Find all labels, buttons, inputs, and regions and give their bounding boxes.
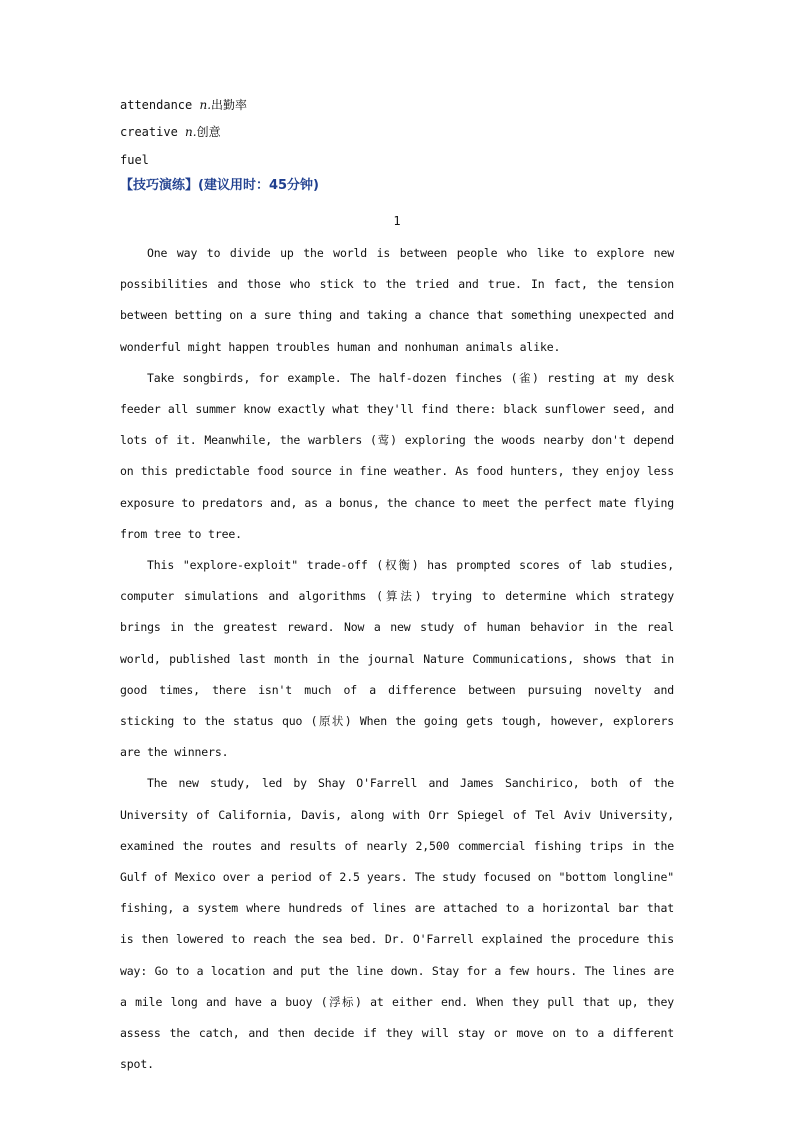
vocab-part-of-speech: n. xyxy=(199,98,212,112)
section-heading: 【技巧演练】(建议用时：45分钟) xyxy=(120,178,319,193)
vocab-part-of-speech: n. xyxy=(185,125,197,139)
vocab-word: attendance xyxy=(120,98,193,112)
paragraph-4: The new study, led by Shay O'Farrell and James Sanchirico, both of the University of California, Davis, along with Orr Spiegel of Tel Aviv University, examined the routes and results of nearly 2,500 commercial fishing trips in the Gulf of Mexico over a period of 2.5 years. The study focused on "bottom longline" fishing, a system where hundreds of lines are attached to a horizontal bar that is then lowered to reach the sea bed. Dr. O'Farrell explained the procedure this way: Go to a location and put the line down. Stay for a few hours. The lines are a mile long and have a buoy (浮标) at either end. When they pull that up, they assess the catch, and then decide if they will stay or move on to a different spot. xyxy=(120,776,674,1072)
vocab-meaning: 创意 xyxy=(196,125,221,139)
paragraph-1: One way to divide up the world is between people who like to explore new possibilities and those who stick to the tried and true. In fact, the tension between betting on a sure thing and taking a chance that something unexpected and wonderful might happen troubles human and nonhuman animals alike. xyxy=(120,246,674,354)
paragraph-3: This "explore-exploit" trade-off (权衡) has prompted scores of lab studies, computer simulations and algorithms (算法) trying to determine which strategy brings in the greatest reward. Now a new study of human behavior in the real world, published last month in the journal Nature Communications, shows that in good times, there isn't much of a difference between pursuing novelty and sticking to the status quo (原状) When the going gets tough, however, explorers are the winners. xyxy=(120,558,674,760)
vocab-word: creative xyxy=(120,125,178,139)
vocab-entry-creative xyxy=(120,125,221,139)
passage-number: 1 xyxy=(393,214,401,228)
vocab-entry-attendance xyxy=(120,98,247,112)
vocab-entry-fuel xyxy=(120,153,149,167)
vocab-word: fuel xyxy=(120,153,149,167)
vocab-meaning: 出勤率 xyxy=(211,98,248,112)
paragraph-2: Take songbirds, for example. The half-dozen finches (雀) resting at my desk feeder all summer know exactly what they'll find there: black sunflower seed, and lots of it. Meanwhile, the warblers (莺) exploring the woods nearby don't depend on this predictable food source in fine weather. As food hunters, they enjoy less exposure to predators and, as a bonus, the chance to meet the perfect mate flying from tree to tree. xyxy=(120,370,674,541)
passage-body xyxy=(120,238,674,1080)
